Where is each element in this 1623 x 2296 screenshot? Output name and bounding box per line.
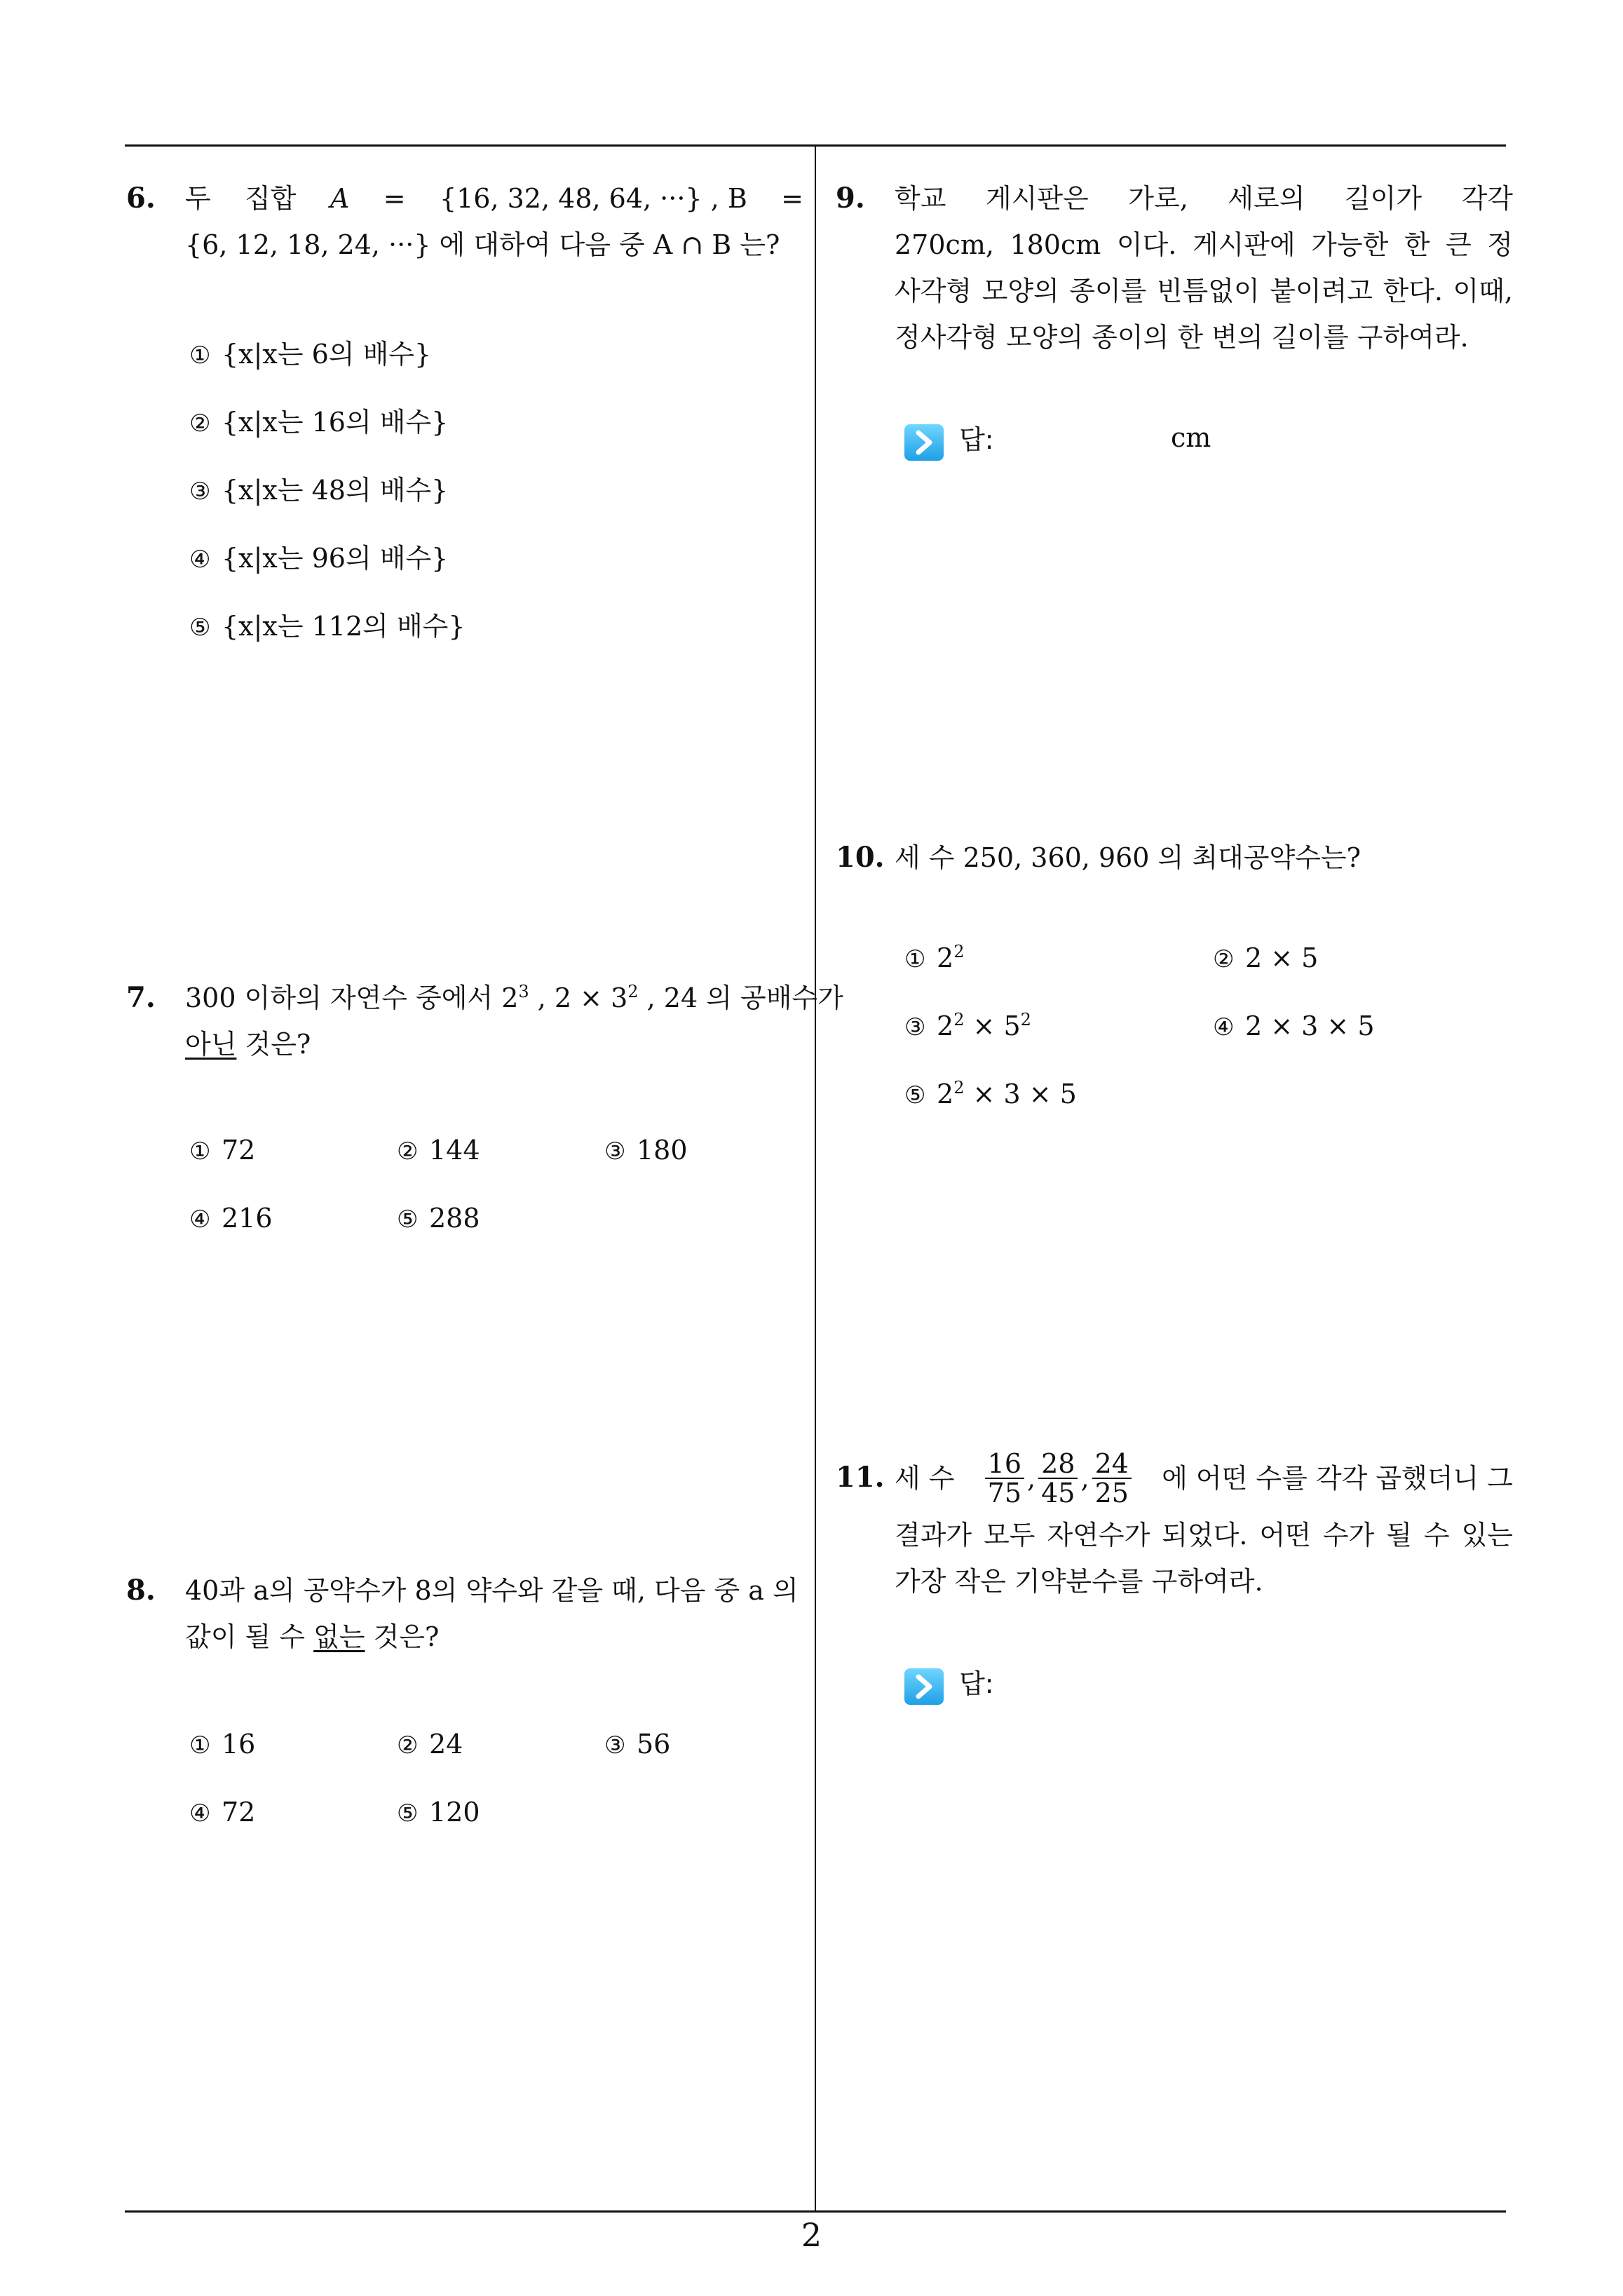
question-text [185, 1567, 803, 1660]
question-text [895, 175, 1513, 360]
question-line: 270cm, 180cm 이다. 게시판에 가능한 한 큰 정 [895, 229, 1513, 260]
option-6-5[interactable]: ⑤ {x|x는 112의 배수} [189, 611, 466, 642]
question-line: 학교 게시판은 가로, 세로의 길이가 각각 [895, 183, 1513, 214]
option-10-4[interactable]: ④ 2 × 3 × 5 [1213, 1011, 1375, 1041]
fraction-group: $\frac{16}{75}$ , $\frac{28}{45}$ , $\frac{24}{25}$ [982, 1450, 1134, 1507]
question-number: 9. [836, 182, 865, 215]
option-8-5[interactable]: ⑤ 120 [397, 1797, 480, 1828]
option-8-1[interactable]: ① 16 [189, 1729, 256, 1760]
option-8-2[interactable]: ② 24 [397, 1729, 463, 1760]
question-number: 7. [126, 981, 156, 1014]
option-6-3[interactable]: ③ {x|x는 48의 배수} [189, 475, 449, 506]
option-7-4[interactable]: ④ 216 [189, 1203, 273, 1234]
question-line: {6, 12, 18, 24, ···} 에 대하여 다음 중 A ∩ B 는? [185, 229, 780, 260]
question-line: 정사각형 모양의 종이의 한 변의 길이를 구하여라. [895, 322, 1469, 353]
question-number: 10. [836, 841, 885, 874]
question-line: 세 수 $\frac{16}{75}$ , $\frac{28}{45}$ , $\frac{24}{25}$ 에 어떤 수를 각각 곱했더니 그 [895, 1448, 1513, 1508]
answer-box-11[interactable] [904, 1662, 994, 1705]
question-line: 아닌 것은? [185, 1029, 311, 1060]
question-line: 300 이하의 자연수 중에서 $2^3$ , $2 \times 3^2$ , 24 의 공배수가 [185, 982, 843, 1013]
question-line: 사각형 모양의 종이를 빈틈없이 붙이려고 한다. 이때, [895, 276, 1513, 306]
question-line: 값이 될 수 없는 것은? [185, 1621, 440, 1652]
question-line: 결과가 모두 자연수가 되었다. 어떤 수가 될 수 있는 [895, 1520, 1513, 1551]
fraction: $\frac{16}{75}$ [985, 1450, 1024, 1507]
question-text [895, 1445, 1513, 1605]
question-line: 세 수 250, 360, 960 의 최대공약수는? [895, 842, 1361, 873]
question-text [895, 835, 1513, 881]
option-8-4[interactable]: ④ 72 [189, 1797, 256, 1828]
answer-label: 답: [959, 1668, 994, 1699]
option-6-1[interactable]: ① {x|x는 6의 배수} [189, 339, 432, 370]
column-divider [815, 144, 816, 2212]
option-6-4[interactable]: ④ {x|x는 96의 배수} [189, 543, 449, 574]
option-7-3[interactable]: ③ 180 [604, 1135, 688, 1166]
question-text [185, 975, 843, 1067]
option-10-5[interactable]: ⑤ $2^2 \times 3 \times 5$ [904, 1078, 1077, 1109]
answer-unit: cm [1171, 422, 1211, 453]
bottom-rule [125, 2210, 1506, 2213]
option-10-2[interactable]: ② 2 × 5 [1213, 943, 1319, 973]
question-line: 가장 작은 기약분수를 구하여라. [895, 1566, 1263, 1597]
question-text [185, 175, 803, 268]
option-10-1[interactable]: ① $2^2$ [904, 942, 965, 973]
option-7-1[interactable]: ① 72 [189, 1135, 256, 1166]
option-8-3[interactable]: ③ 56 [604, 1729, 671, 1760]
option-6-2[interactable]: ② {x|x는 16의 배수} [189, 407, 449, 438]
chevron-right-icon [904, 424, 944, 461]
question-number: 8. [126, 1574, 156, 1607]
answer-box-9[interactable] [904, 418, 1211, 461]
option-7-2[interactable]: ② 144 [397, 1135, 480, 1166]
answer-label: 답: [959, 424, 994, 455]
option-10-3[interactable]: ③ $2^2 \times 5^2$ [904, 1010, 1031, 1041]
option-7-5[interactable]: ⑤ 288 [397, 1203, 480, 1234]
question-number: 11. [836, 1461, 885, 1494]
fraction: $\frac{24}{25}$ [1092, 1450, 1132, 1507]
fraction: $\frac{28}{45}$ [1038, 1450, 1078, 1507]
question-line: 두 집합 A = {16, 32, 48, 64, ···} , B = [185, 183, 803, 214]
chevron-right-icon [904, 1668, 944, 1705]
question-number: 6. [126, 182, 156, 215]
question-line: 40과 a의 공약수가 8의 약수와 같을 때, 다음 중 a 의 [185, 1575, 799, 1606]
page-number: 2 [801, 2216, 822, 2254]
